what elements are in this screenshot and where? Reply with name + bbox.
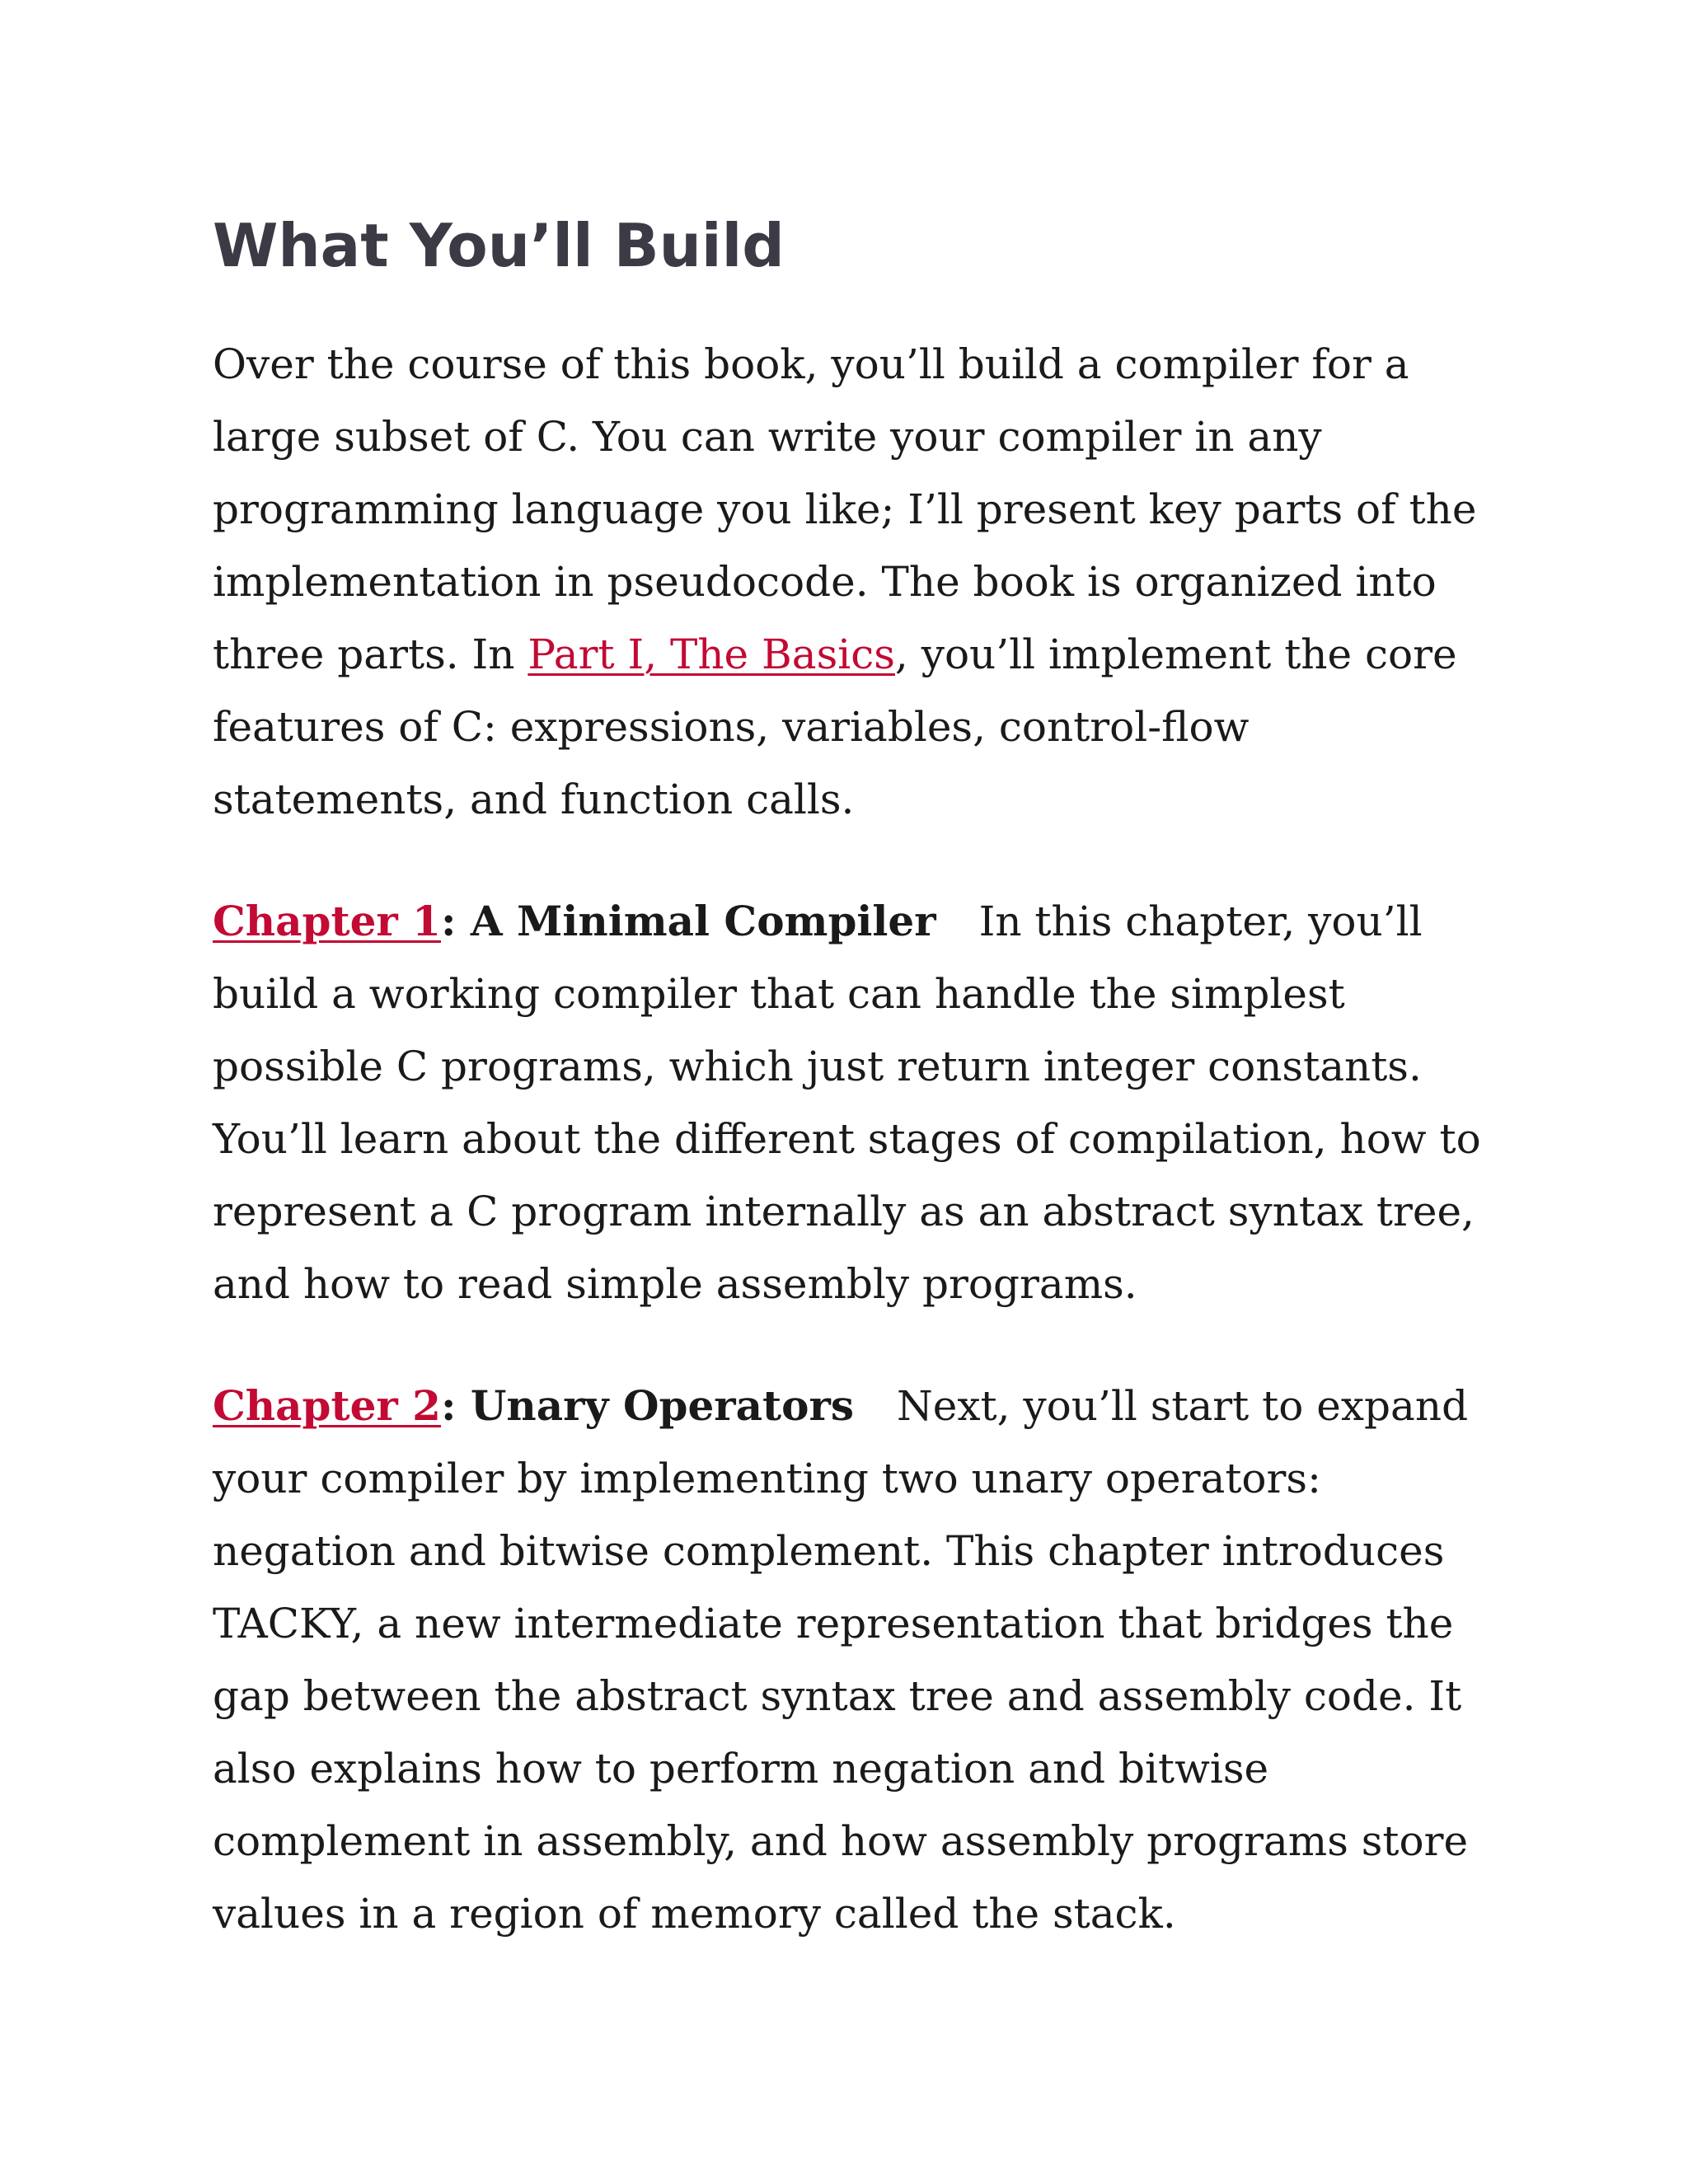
intro-text-after: , you’ll implement the core features of C: expressions, variables, control-flow statements, and function calls. bbox=[213, 630, 1457, 823]
chapter-2-description: Next, you’ll start to expand your compiler by implementing two unary operators: negation and bitwise complement. This chapter introduces TACKY, a new intermediate representation that bridges the gap between the abstract syntax tree and assembly code. It also explains how to perform negation and bitwise complement in assembly, and how assembly programs store values in a region of memory called the stack. bbox=[213, 1382, 1469, 1938]
document-page bbox=[213, 204, 1498, 1950]
chapter-1-title: : A Minimal Compiler bbox=[440, 897, 936, 945]
intro-text-before: Over the course of this book, you’ll build a compiler for a large subset of C. You can write your compiler in any programming language you like; I’ll present key parts of the implementation in pseudocode. The book is organized into three parts. In bbox=[213, 340, 1477, 678]
intro-paragraph bbox=[213, 328, 1498, 836]
chapter-2-link[interactable]: Chapter 2 bbox=[213, 1381, 441, 1430]
chapter-2-paragraph bbox=[213, 1370, 1498, 1950]
chapter-2-title: : Unary Operators bbox=[440, 1381, 854, 1430]
chapter-1-description: In this chapter, you’ll build a working compiler that can handle the simplest possible C programs, which just return integer constants. You’ll learn about the different stages of compilation, how to represent a C program internally as an abstract syntax tree, and how to read simple assembly programs. bbox=[213, 898, 1481, 1308]
chapter-1-paragraph bbox=[213, 885, 1498, 1320]
section-heading: What You’ll Build bbox=[213, 211, 785, 280]
chapter-1-link[interactable]: Chapter 1 bbox=[213, 897, 441, 945]
part-one-link[interactable]: Part I, The Basics bbox=[528, 630, 895, 678]
